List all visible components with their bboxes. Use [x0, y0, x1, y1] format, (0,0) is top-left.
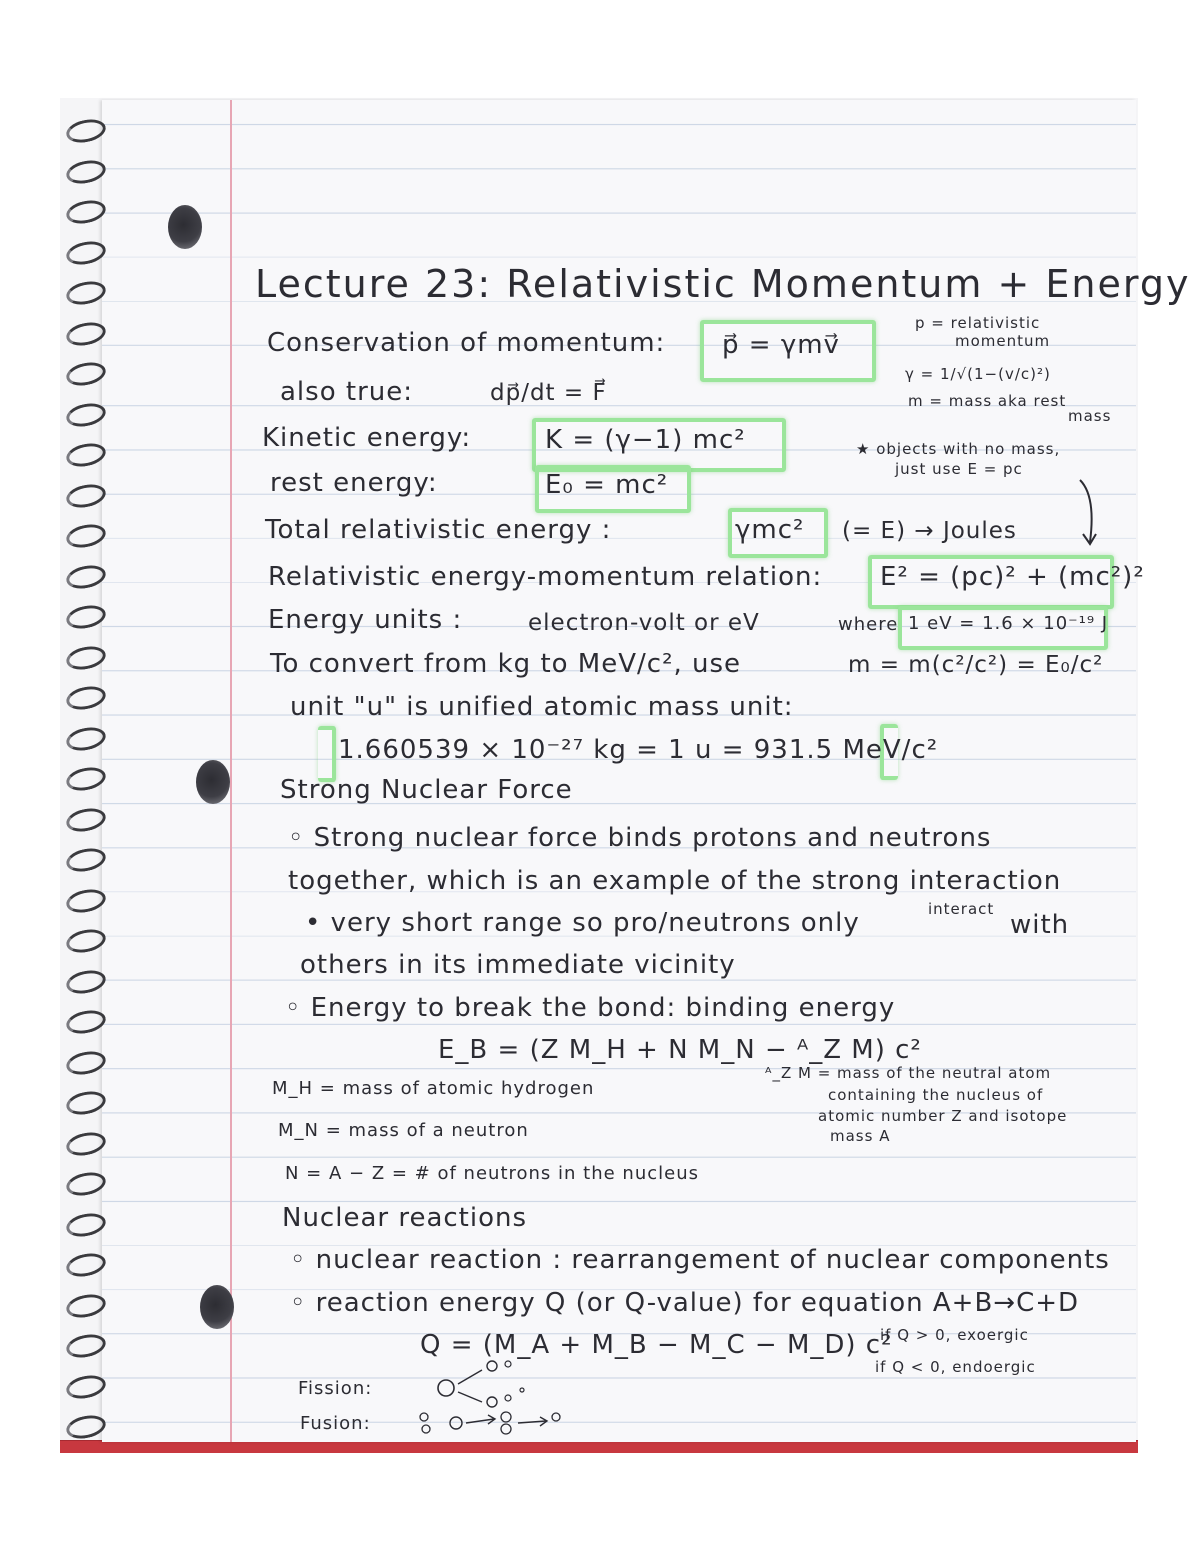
also-label: also true: — [280, 377, 413, 407]
strong-bullet-1a: ◦ Strong nuclear force binds protons and neutrons — [288, 823, 992, 853]
curved-arrow-icon — [1060, 476, 1110, 556]
interact-word: interact — [928, 900, 995, 918]
zm-note-4: mass A — [830, 1127, 891, 1145]
punch-hole — [200, 1285, 234, 1329]
p-note-1: p = relativistic — [915, 314, 1041, 332]
zm-note-3: atomic number Z and isotope — [818, 1107, 1068, 1125]
fission-label: Fission: — [298, 1378, 373, 1399]
gamma-note: γ = 1/√(1−(v/c)²) — [905, 365, 1051, 383]
strong-bullet-1b: together, which is an example of the strong interaction — [288, 866, 1062, 896]
force-equation: dp⃗/dt = F⃗ — [490, 380, 607, 406]
q-note-1: if Q > 0, exoergic — [880, 1326, 1029, 1344]
punch-hole — [196, 760, 230, 804]
momentum-equation: p⃗ = γmv⃗ — [722, 330, 840, 360]
highlight-box-u-left — [318, 726, 336, 782]
kinetic-equation: K = (γ−1) mc² — [545, 425, 746, 455]
nuclear-bullet-2: ◦ reaction energy Q (or Q-value) for equation A+B→C+D — [290, 1288, 1080, 1318]
mn-definition: M_N = mass of a neutron — [278, 1120, 529, 1141]
n-definition: N = A − Z = # of neutrons in the nucleus — [285, 1163, 700, 1184]
relation-equation: E² = (pc)² + (mc²)² — [880, 562, 1145, 592]
nuclear-heading: Nuclear reactions — [282, 1203, 528, 1233]
units-label: Energy units : — [268, 605, 463, 635]
punch-hole — [168, 205, 202, 249]
convert-equation: m = m(c²/c²) = E₀/c² — [848, 652, 1104, 678]
rest-label: rest energy: — [270, 468, 438, 498]
margin-line — [230, 100, 232, 1442]
rest-equation: E₀ = mc² — [545, 470, 669, 500]
p-note-2: momentum — [955, 332, 1051, 350]
q-note-2: if Q < 0, endoergic — [875, 1358, 1036, 1376]
with-word: with — [1010, 910, 1070, 940]
total-equation: γmc² — [735, 515, 805, 545]
strong-bullet-2b: others in its immediate vicinity — [300, 950, 736, 980]
zm-note-1: ᴬ_Z M = mass of the neutral atom — [765, 1064, 1052, 1082]
fusion-label: Fusion: — [300, 1413, 371, 1434]
strong-bullet-3: ◦ Energy to break the bond: binding energy — [285, 993, 896, 1023]
conservation-label: Conservation of momentum: — [267, 328, 666, 358]
relation-label: Relativistic energy-momentum relation: — [268, 562, 823, 592]
zm-note-2: containing the nucleus of — [828, 1086, 1044, 1104]
total-label: Total relativistic energy : — [265, 515, 612, 545]
mh-definition: M_H = mass of atomic hydrogen — [272, 1078, 595, 1099]
massless-note-2: just use E = pc — [895, 460, 1023, 478]
u-equation: 1.660539 × 10⁻²⁷ kg = 1 u = 931.5 MeV/c² — [338, 735, 939, 765]
massless-note-1: ★ objects with no mass, — [856, 440, 1061, 458]
unit-u-text: unit "u" is unified atomic mass unit: — [290, 692, 794, 722]
strong-heading: Strong Nuclear Force — [280, 775, 573, 805]
kinetic-label: Kinetic energy: — [262, 423, 472, 453]
m-note-1: m = mass aka rest — [908, 392, 1067, 410]
page-title: Lecture 23: Relativistic Momentum + Energy — [255, 262, 1191, 306]
strong-bullet-2a: • very short range so pro/neutrons only — [305, 908, 860, 938]
fission-sketch-icon — [432, 1350, 552, 1410]
units-where: where — [838, 614, 899, 635]
units-text: electron-volt or eV — [528, 610, 760, 636]
nuclear-bullet-1: ◦ nuclear reaction : rearrangement of nuclear components — [290, 1245, 1110, 1275]
m-note-2: mass — [1068, 407, 1112, 425]
convert-text: To convert from kg to MeV/c², use — [270, 649, 742, 679]
fusion-sketch-icon — [414, 1405, 574, 1445]
q-equation: Q = (M_A + M_B − M_C − M_D) c² — [420, 1330, 893, 1360]
units-equation: 1 eV = 1.6 × 10⁻¹⁹ J — [908, 613, 1109, 634]
total-tail: (= E) → Joules — [842, 518, 1017, 544]
binding-equation: E_B = (Z M_H + N M_N − ᴬ_Z M) c² — [438, 1035, 922, 1065]
